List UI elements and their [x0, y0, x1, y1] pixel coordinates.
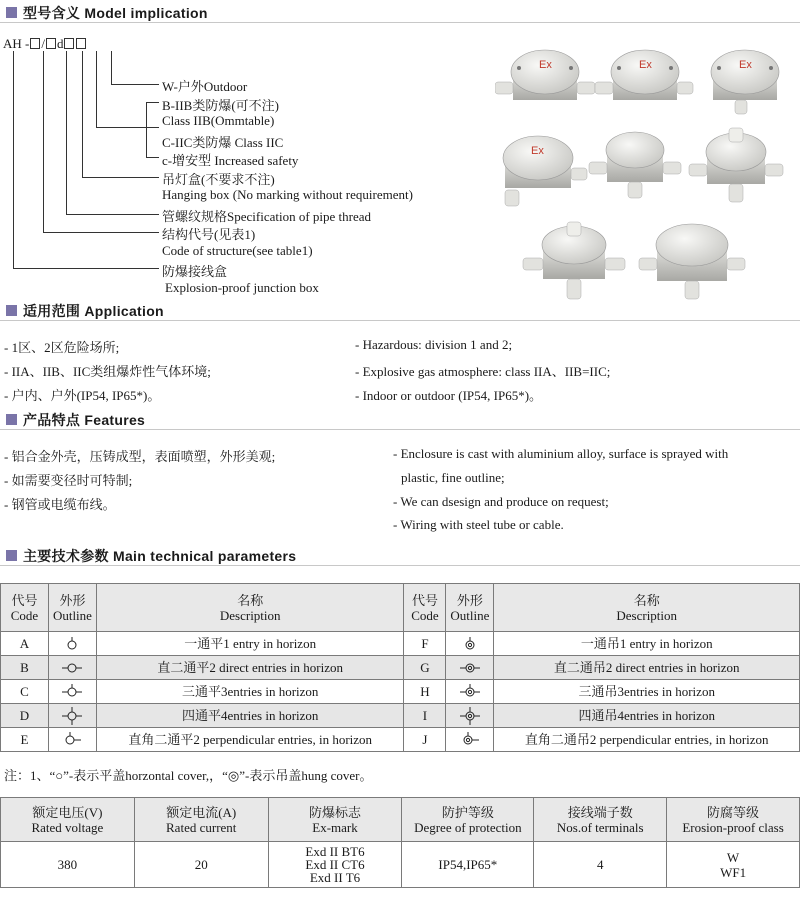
table-row: [1, 728, 800, 752]
two-direct-flat-icon: [60, 660, 84, 676]
legend-line: 管螺纹规格Specification of pipe thread: [162, 209, 372, 224]
leader-line: [111, 84, 159, 85]
description-cell: 直二通平2 direct entries in horizon: [96, 656, 404, 680]
table-row: [1, 656, 800, 680]
erosion-cell: W WF1: [667, 842, 800, 888]
code-cell: D: [1, 704, 49, 728]
terminals-cell: 4: [534, 842, 667, 888]
junction-box-image: [523, 222, 625, 299]
leader-line: [96, 51, 97, 127]
legend-line: B-IIB类防爆(可不注): [162, 98, 279, 113]
legend-line: c-增安型 Increased safety: [162, 153, 299, 168]
code-cell: C: [1, 680, 49, 704]
description-cell: 直二通吊2 direct entries in horizon: [494, 656, 800, 680]
legend-line: 结构代号(见表1): [162, 227, 256, 242]
code-box-outdoor: [76, 38, 86, 49]
application-item: - Indoor or outdoor (IP54, IP65*)。: [355, 388, 543, 403]
leader-line: [43, 232, 159, 233]
code-cell: A: [1, 632, 49, 656]
section-bullet-icon: [6, 550, 17, 561]
one-entry-hung-icon: [459, 636, 481, 652]
section-title: 产品特点 Features: [23, 411, 146, 428]
leader-line: [82, 51, 83, 178]
description-cell: 直角二通平2 perpendicular entries, in horizon: [96, 728, 404, 752]
junction-box-image: [689, 128, 783, 202]
two-direct-hung-icon: [458, 660, 482, 676]
four-entries-flat-icon: [60, 706, 84, 726]
legend-line: Explosion-proof junction box: [165, 280, 319, 295]
ex-label: Ex: [739, 59, 752, 71]
ex-label: Ex: [539, 59, 552, 71]
section-header-features: [0, 410, 800, 430]
outline-cell: [446, 656, 494, 680]
legend-line: 吊灯盒(不要求不注): [162, 172, 275, 187]
one-entry-flat-icon: [61, 636, 83, 652]
application-item: - 户内、户外(IP54, IP65*)。: [4, 388, 161, 403]
header-ex-mark: 防爆标志 Ex-mark: [268, 798, 402, 842]
feature-item: plastic, fine outline;: [401, 470, 505, 485]
header-rated-voltage: 额定电压(V) Rated voltage: [1, 798, 135, 842]
three-entries-hung-icon: [458, 683, 482, 701]
description-cell: 四通吊4entries in horizon: [494, 704, 800, 728]
table-header-row: [1, 798, 800, 842]
outline-cell: [48, 704, 96, 728]
description-cell: 三通平3entries in horizon: [96, 680, 404, 704]
header-protection: 防护等级 Degree of protection: [402, 798, 534, 842]
leader-line: [111, 51, 112, 84]
product-photos: [495, 40, 795, 302]
leader-line: [66, 51, 67, 215]
outline-cell: [48, 632, 96, 656]
ex-label: Ex: [531, 145, 544, 157]
outline-cell: [446, 680, 494, 704]
leader-line: [146, 102, 159, 103]
leader-line: [96, 127, 159, 128]
section-header-application: [0, 301, 800, 321]
four-entries-hung-icon: [458, 706, 482, 726]
code-cell: H: [404, 680, 446, 704]
code-cell: G: [404, 656, 446, 680]
outline-cell: [48, 728, 96, 752]
outline-cell: [48, 680, 96, 704]
junction-box-image: [595, 50, 693, 100]
leader-line: [13, 268, 159, 269]
header-rated-current: 额定电流(A) Rated current: [134, 798, 268, 842]
code-box-class: [64, 38, 74, 49]
legend-line: W-户外Outdoor: [162, 79, 248, 94]
protection-cell: IP54,IP65*: [402, 842, 534, 888]
ex-label: Ex: [639, 59, 652, 71]
section-header-model: [0, 3, 800, 23]
junction-box-image: [711, 50, 779, 114]
table-header-row: [1, 584, 800, 632]
description-cell: 一通吊1 entry in horizon: [494, 632, 800, 656]
header-code: 代号 Code: [404, 584, 446, 632]
current-cell: 20: [134, 842, 268, 888]
feature-item: - 铝合金外壳，压铸成型，表面喷塑，外形美观;: [4, 449, 276, 464]
feature-item: - Wiring with steel tube or cable.: [393, 517, 564, 532]
header-terminals: 接线端子数 Nos.of terminals: [534, 798, 667, 842]
header-code: 代号 Code: [1, 584, 49, 632]
code-box-structure: [30, 38, 40, 49]
outline-cell: [48, 656, 96, 680]
voltage-cell: 380: [1, 842, 135, 888]
model-code-d: d: [56, 36, 64, 51]
legend-line: Class IIB(Ommtable): [162, 113, 275, 128]
junction-box-image: [503, 136, 587, 206]
code-cell: E: [1, 728, 49, 752]
leader-line: [146, 157, 159, 158]
header-erosion: 防腐等级 Erosion-proof class: [667, 798, 800, 842]
application-item: - 1区、2区危险场所;: [4, 340, 120, 355]
application-item: - IIA、IIB、IIC类组爆炸性气体环境;: [4, 364, 211, 379]
table-row: [1, 632, 800, 656]
code-cell: B: [1, 656, 49, 680]
leader-line: [66, 214, 159, 215]
leader-line: [13, 51, 14, 269]
code-cell: I: [404, 704, 446, 728]
three-entries-flat-icon: [60, 683, 84, 701]
outline-cell: [446, 704, 494, 728]
outline-cell: [446, 728, 494, 752]
model-code-prefix: AH -: [3, 36, 30, 51]
section-title: 主要技术参数 Main technical parameters: [23, 547, 297, 564]
junction-box-image: [589, 132, 681, 198]
junction-box-image: [639, 224, 745, 299]
exmark-cell: Exd II BT6 Exd II CT6 Exd II T6: [268, 842, 402, 888]
structure-table: [0, 583, 800, 752]
application-item: - Explosive gas atmosphere: class IIA、IIB=IIC;: [355, 364, 611, 379]
section-title: 型号含义 Model implication: [23, 4, 208, 21]
legend-line: Code of structure(see table1): [162, 243, 313, 258]
table-note: 注：1、“○”-表示平盖horzontal cover,，“◎”-表示吊盖hung cover。: [4, 768, 373, 783]
model-code: [3, 36, 87, 52]
leader-line: [43, 51, 44, 233]
leader-line: [82, 177, 159, 178]
header-outline: 外形 Outline: [48, 584, 96, 632]
feature-item: - We can dsesign and produce on request;: [393, 494, 609, 509]
code-cell: F: [404, 632, 446, 656]
feature-item: - Enclosure is cast with aluminium alloy, surface is sprayed with: [393, 446, 729, 461]
section-title: 适用范围 Application: [23, 302, 164, 319]
perpendicular-hung-icon: [458, 731, 482, 749]
parameters-table: [0, 797, 800, 888]
legend-line: 防爆接线盒: [162, 264, 228, 279]
code-cell: J: [404, 728, 446, 752]
feature-item: - 如需要变径时可特制;: [4, 473, 133, 488]
junction-box-image: [495, 50, 595, 100]
leader-line: [146, 102, 147, 158]
description-cell: 一通平1 entry in horizon: [96, 632, 404, 656]
section-bullet-icon: [6, 414, 17, 425]
header-outline: 外形 Outline: [446, 584, 494, 632]
description-cell: 直角二通吊2 perpendicular entries, in horizon: [494, 728, 800, 752]
header-description: 名称 Description: [96, 584, 404, 632]
model-code-slash: /: [41, 36, 45, 51]
legend-line: Hanging box (No marking without requirement): [162, 187, 413, 202]
section-bullet-icon: [6, 305, 17, 316]
code-box-thread: [46, 38, 56, 49]
description-cell: 三通吊3entries in horizon: [494, 680, 800, 704]
table-row: [1, 680, 800, 704]
outline-cell: [446, 632, 494, 656]
table-row: [1, 704, 800, 728]
feature-item: - 钢管或电缆布线。: [4, 497, 116, 512]
perpendicular-flat-icon: [60, 731, 84, 749]
legend-line: C-IIC类防爆 Class IIC: [162, 135, 284, 150]
section-bullet-icon: [6, 7, 17, 18]
section-header-params: [0, 546, 800, 566]
table-row: [1, 842, 800, 888]
application-item: - Hazardous: division 1 and 2;: [355, 337, 513, 352]
description-cell: 四通平4entries in horizon: [96, 704, 404, 728]
header-description: 名称 Description: [494, 584, 800, 632]
